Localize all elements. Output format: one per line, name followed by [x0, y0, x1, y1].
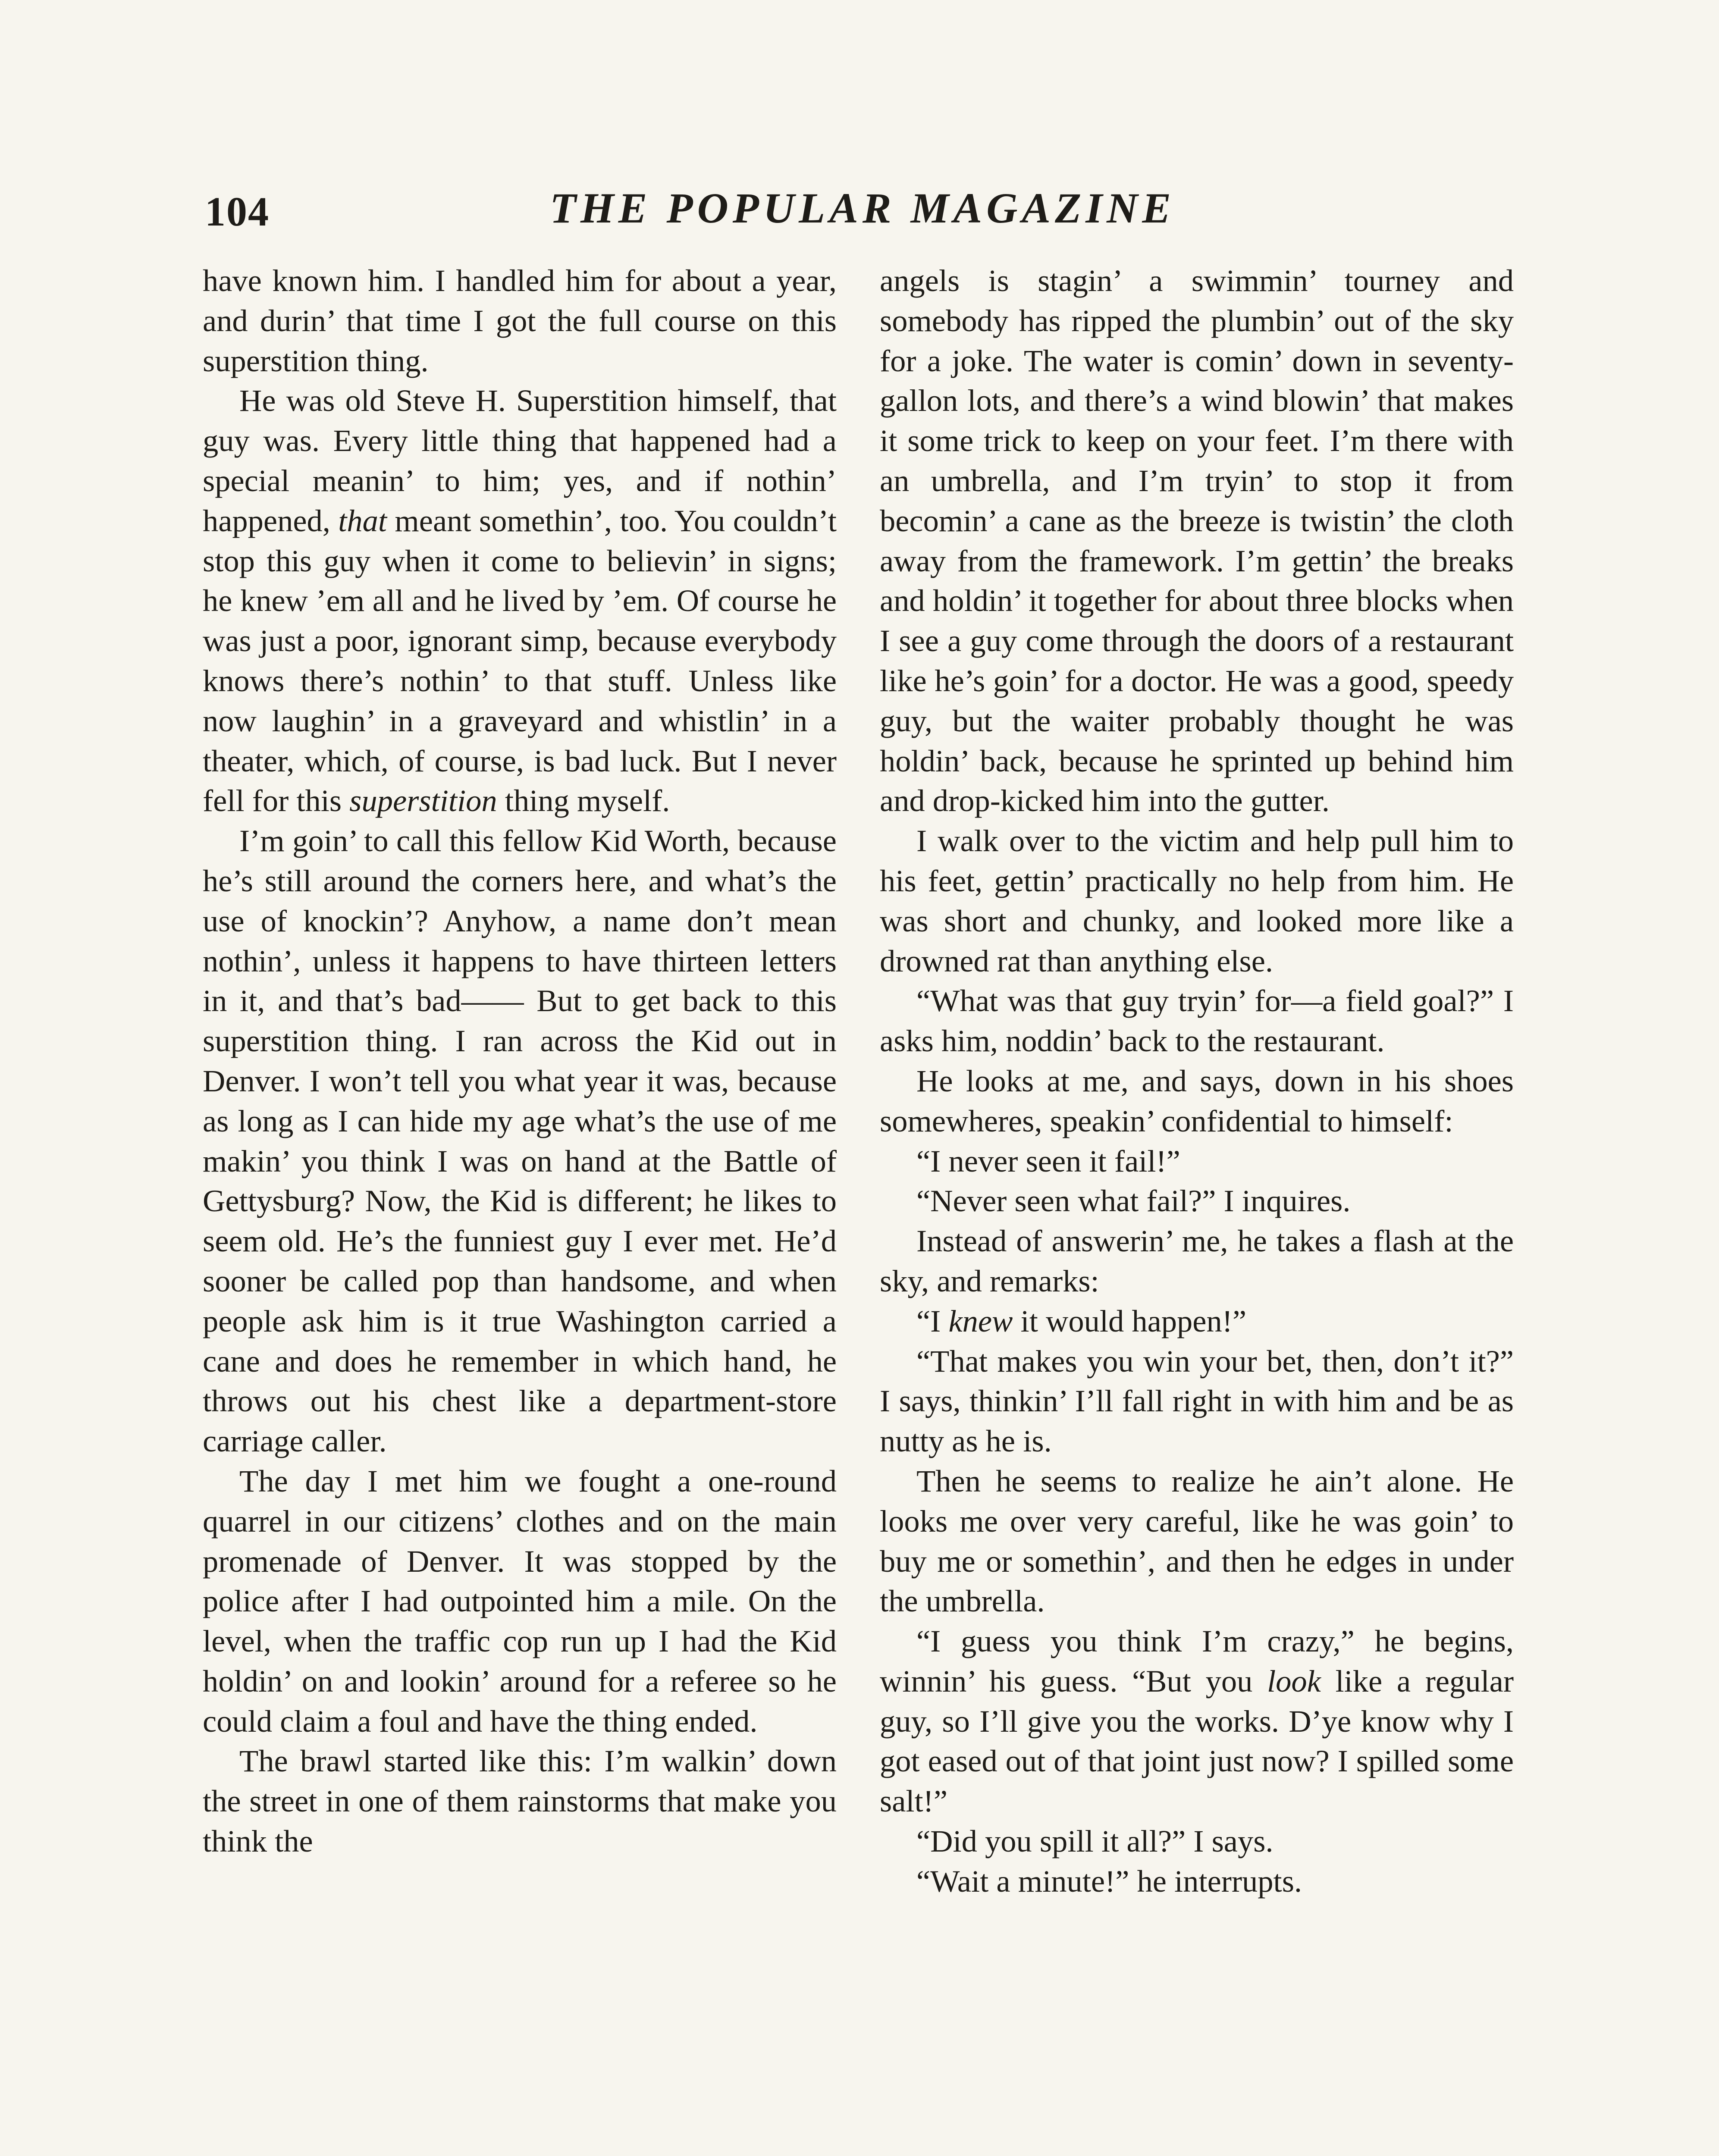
- magazine-title: THE POPULAR MAGAZINE: [549, 184, 1176, 232]
- italic-text: superstition: [349, 783, 497, 818]
- paragraph: [880, 1861, 1514, 1902]
- paragraph: [880, 1141, 1514, 1181]
- text-run: “I never seen it fail!”: [916, 1143, 1180, 1178]
- text-run: Instead of answerin’ me, he takes a flash at the sky, and remarks:: [880, 1223, 1514, 1298]
- text-run: “That makes you win your bet, then, don’t it?” I says, thinkin’ I’ll fall right in with him and be as nutty as he is.: [880, 1343, 1514, 1459]
- paragraph: [203, 261, 837, 381]
- text-run: it would happen!”: [1013, 1303, 1247, 1338]
- text-run: have known him. I handled him for about a year, and durin’ that time I got the full course on this superstition thing.: [203, 263, 837, 378]
- paragraph: [880, 1621, 1514, 1821]
- text-run: like a regular guy, so I’ll give you the works. D’ye know why I got eased out of that joint just now? I spilled some salt!”: [880, 1663, 1514, 1819]
- text-run: “Wait a minute!” he interrupts.: [916, 1863, 1302, 1899]
- paragraph: [203, 1461, 837, 1742]
- paragraph: [880, 1181, 1514, 1221]
- text-run: “I: [916, 1303, 949, 1338]
- paragraph: [880, 1061, 1514, 1141]
- paragraph: [203, 821, 837, 1461]
- text-run: He was old Steve H. Superstition himself, that guy was. Every little thing that happened had a special meanin’ to him; yes, and if nothin’ happened,: [203, 383, 837, 538]
- text-run: He looks at me, and says, down in his shoes somewheres, speakin’ confidential to himself:: [880, 1063, 1514, 1138]
- paragraph: [880, 1301, 1514, 1341]
- page-number: 104: [205, 188, 270, 235]
- paragraph: [203, 381, 837, 821]
- paragraph: [880, 821, 1514, 981]
- text-run: “I guess you think I’m crazy,” he begins, winnin’ his guess. “But you: [880, 1623, 1514, 1698]
- paragraph: [880, 1821, 1514, 1861]
- italic-text: that: [338, 503, 387, 538]
- text-run: I walk over to the victim and help pull him to his feet, gettin’ practically no help from him. He was short and chunky, and looked more like a drowned rat than anything else.: [880, 823, 1514, 978]
- left-text-column: [203, 261, 837, 1861]
- text-run: thing myself.: [497, 783, 670, 818]
- text-run: The brawl started like this: I’m walkin’ down the street in one of them rainstorms that make you think the: [203, 1743, 837, 1859]
- text-run: meant somethin’, too. You couldn’t stop this guy when it come to believin’ in signs; he knew ’em all and he lived by ’em. Of course he was just a poor, ignorant simp, because everybody knows there’s nothin’ to that stuff. Unless like now laughin’ in a graveyard and whistlin’ in a theater, which, of course, is bad luck. But I never fell for this: [203, 503, 837, 818]
- paragraph: [880, 1221, 1514, 1301]
- italic-text: look: [1267, 1663, 1321, 1698]
- paragraph: [880, 261, 1514, 821]
- paragraph: [880, 1341, 1514, 1461]
- page-header: [205, 179, 1520, 239]
- text-run: angels is stagin’ a swimmin’ tourney and somebody has ripped the plumbin’ out of the sky for a joke. The water is comin’ down in seventy-gallon lots, and there’s a wind blowin’ that makes it some trick to keep on your feet. I’m there with an umbrella, and I’m tryin’ to stop it from becomin’ a cane as the breeze is twistin’ the cloth away from the framework. I’m gettin’ the breaks and holdin’ it together for about three blocks when I see a guy come through the doors of a restaurant like he’s goin’ for a doctor. He was a good, speedy guy, but the waiter probably thought he was holdin’ back, because he sprinted up behind him and drop-kicked him into the gutter.: [880, 263, 1514, 818]
- paragraph: [880, 981, 1514, 1061]
- right-text-column: [880, 261, 1514, 1902]
- text-run: The day I met him we fought a one-round quarrel in our citizens’ clothes and on the main promenade of Denver. It was stopped by the police after I had outpointed him a mile. On the level, when the traffic cop run up I had the Kid holdin’ on and lookin’ around for a referee so he could claim a foul and have the thing ended.: [203, 1463, 837, 1739]
- text-run: I’m goin’ to call this fellow Kid Worth, because he’s still around the corners here, and what’s the use of knockin’? Anyhow, a name don’t mean nothin’, unless it happens to have thirteen letters in it, and that’s bad—— But to get back to this superstition thing. I ran across the Kid out in Denver. I won’t tell you what year it was, because as long as I can hide my age what’s the use of me makin’ you think I was on hand at the Battle of Gettysburg? Now, the Kid is different; he likes to seem old. He’s the funniest guy I ever met. He’d sooner be called pop than handsome, and when people ask him is it true Washington carried a cane and does he remember in which hand, he throws out his chest like a department-store carriage caller.: [203, 823, 837, 1459]
- text-run: “Did you spill it all?” I says.: [916, 1824, 1274, 1859]
- paragraph: [880, 1461, 1514, 1621]
- text-run: Then he seems to realize he ain’t alone. He looks me over very careful, like he was goin’ to buy me or somethin’, and then he edges in under the umbrella.: [880, 1463, 1514, 1619]
- paragraph: [203, 1741, 837, 1861]
- italic-text: knew: [948, 1303, 1013, 1338]
- text-run: “What was that guy tryin’ for—a field goal?” I asks him, noddin’ back to the restaurant.: [880, 983, 1514, 1059]
- text-run: “Never seen what fail?” I inquires.: [916, 1183, 1351, 1219]
